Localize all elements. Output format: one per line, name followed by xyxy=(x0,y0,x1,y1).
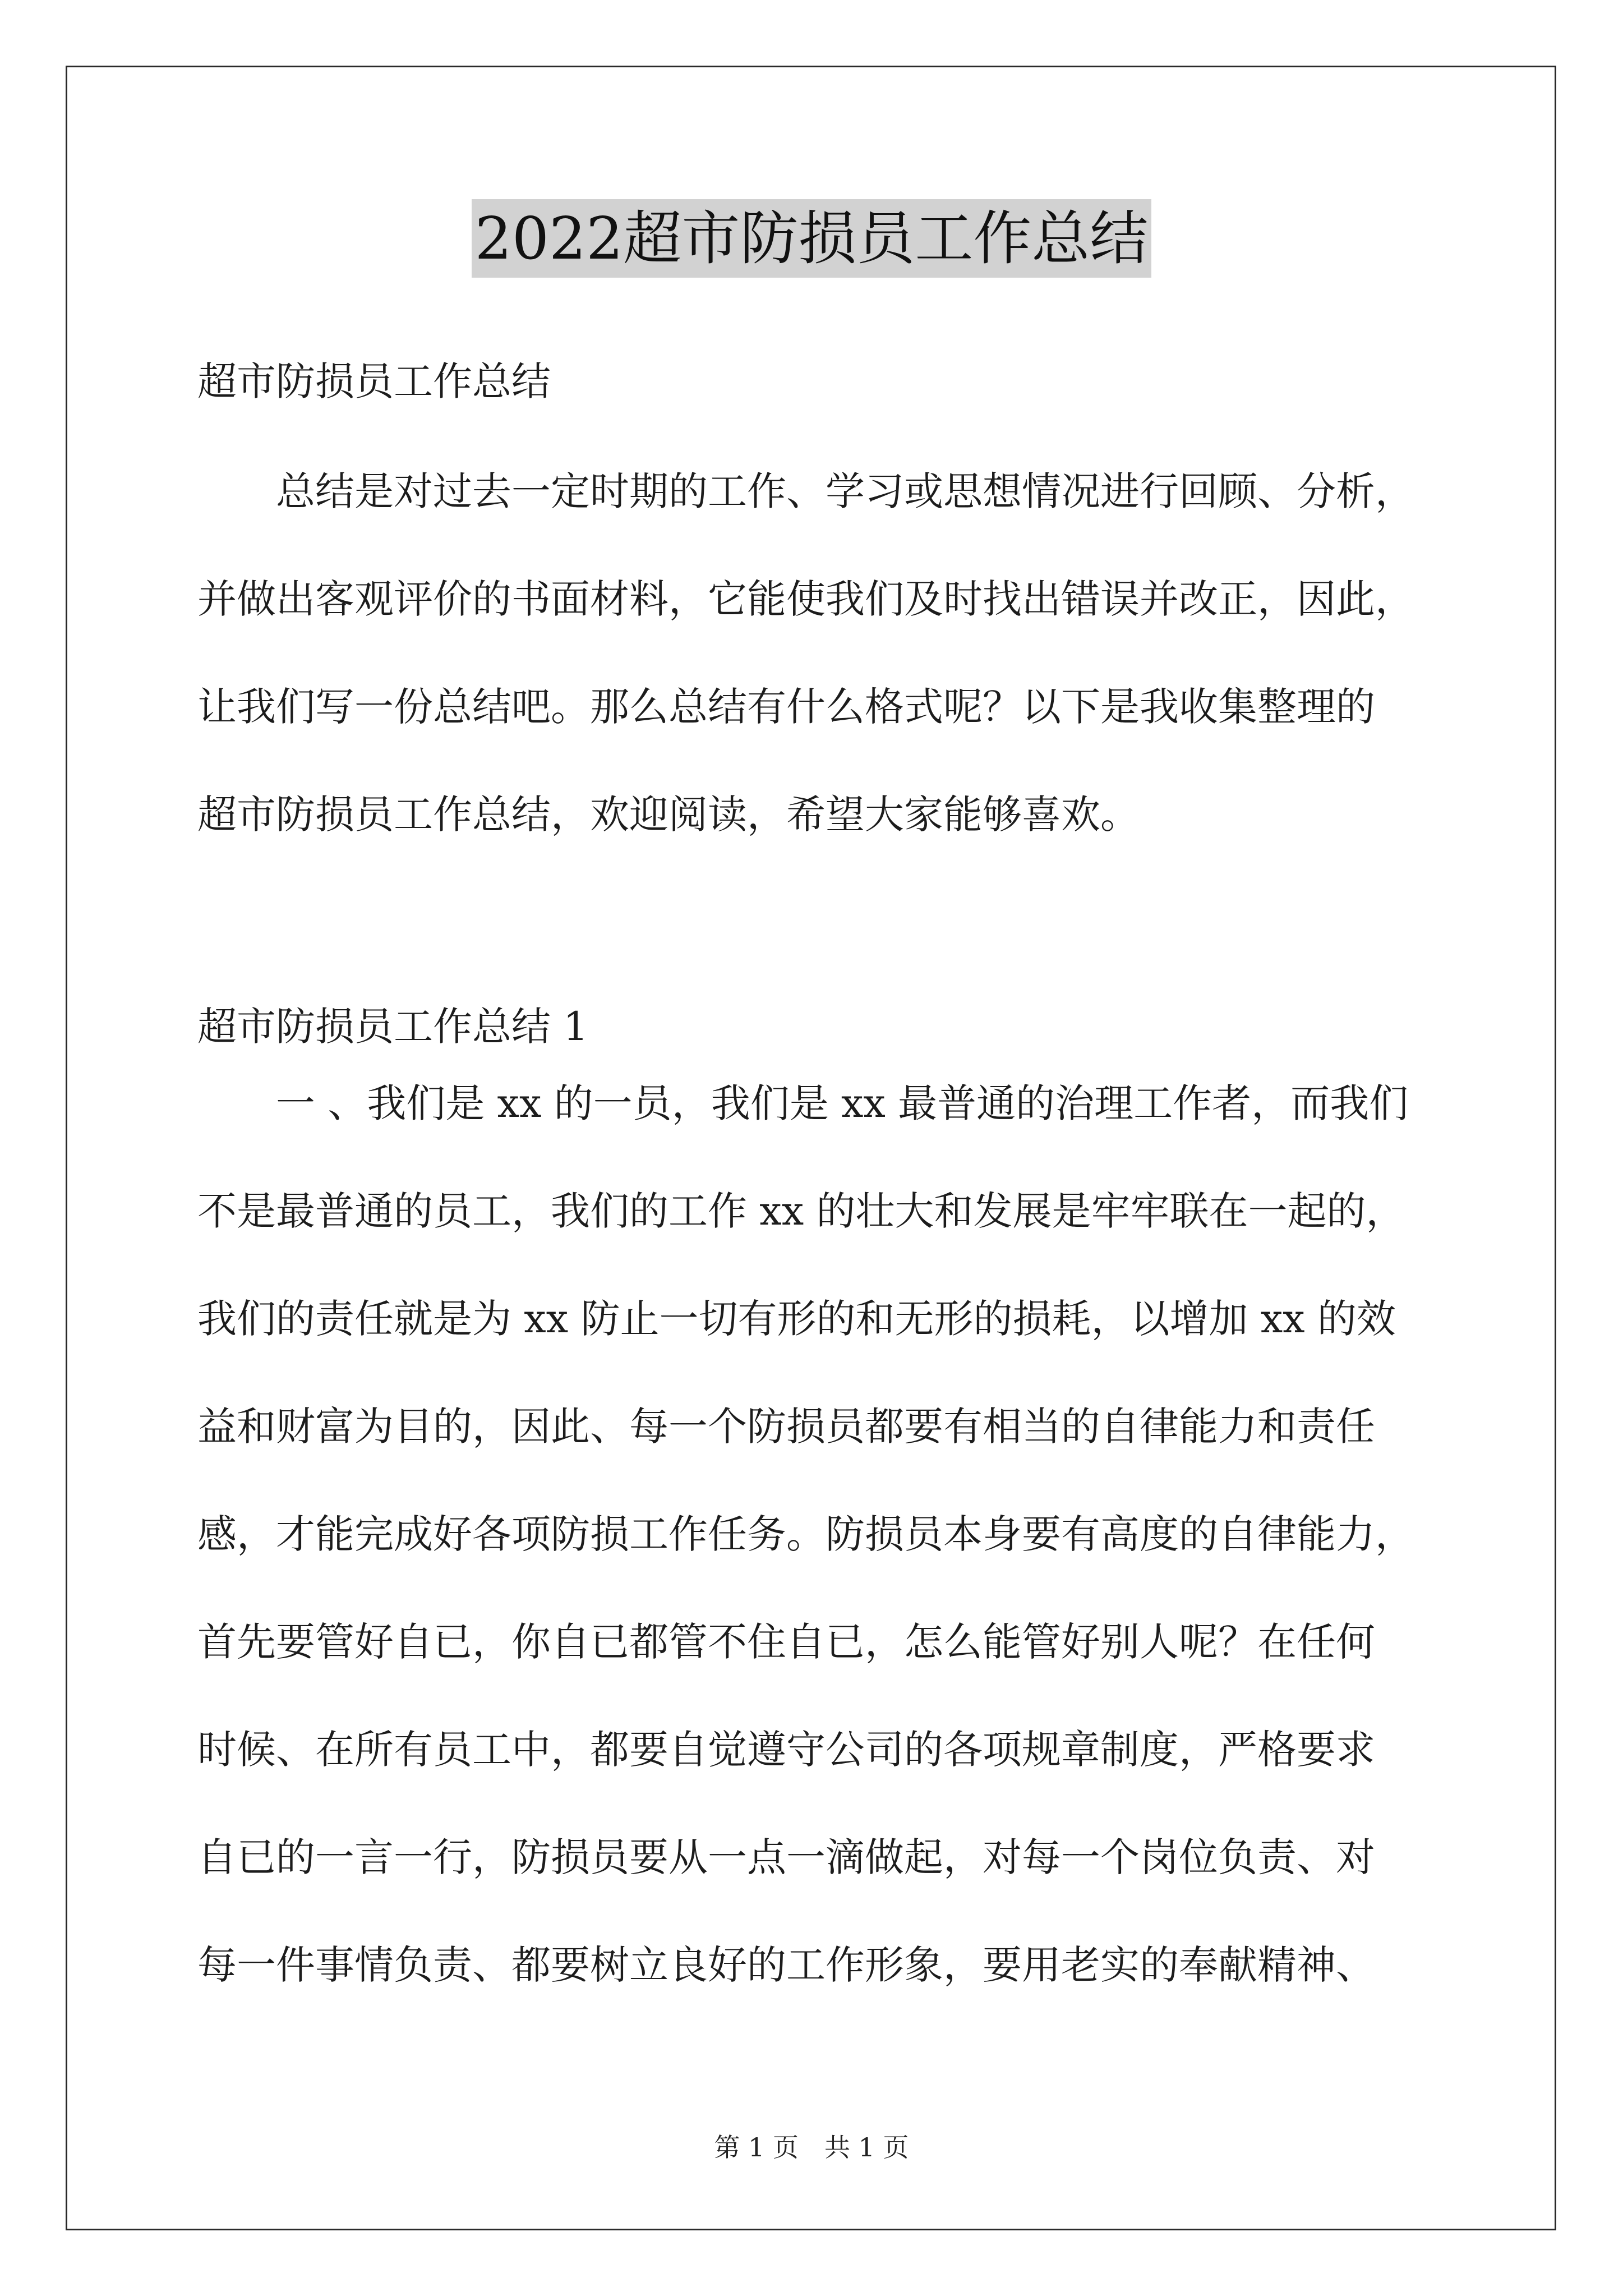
page-footer: 第 1 页 共 1 页 xyxy=(714,2132,909,2162)
document-subtitle: 超市防损员工作总结 xyxy=(197,358,551,404)
paragraph-line: 时候、在所有员工中，都要自觉遵守公司的各项规章制度，严格要求 xyxy=(197,1727,1375,1773)
paragraph-line: 益和财富为目的，因此、每一个防损员都要有相当的自律能力和责任 xyxy=(197,1404,1375,1450)
paragraph-line: 感，才能完成好各项防损工作任务。防损员本身要有高度的自律能力， xyxy=(197,1511,1414,1557)
paragraph-line: 每一件事情负责、都要树立良好的工作形象，要用老实的奉献精神、 xyxy=(197,1942,1375,1988)
paragraph-line: 不是最普通的员工，我们的工作 xx 的壮大和发展是牢牢联在一起的， xyxy=(197,1188,1405,1234)
paragraph-line: 并做出客观评价的书面材料，它能使我们及时找出错误并改正，因此， xyxy=(197,576,1414,622)
paragraph-line: 自已的一言一行，防损员要从一点一滴做起，对每一个岗位负责、对 xyxy=(197,1834,1375,1880)
paragraph-line: 一 、我们是 xx 的一员，我们是 xx 最普通的治理工作者，而我们 xyxy=(276,1080,1409,1126)
paragraph-line: 总结是对过去一定时期的工作、学习或思想情况进行回顾、分析， xyxy=(276,468,1414,514)
paragraph-line: 我们的责任就是为 xx 防止一切有形的和无形的损耗，以增加 xx 的效 xyxy=(197,1296,1396,1342)
section-paragraph xyxy=(197,1050,1431,2019)
title-container xyxy=(0,199,1623,278)
paragraph-line: 让我们写一份总结吧。那么总结有什么格式呢？以下是我收集整理的 xyxy=(197,684,1375,730)
intro-paragraph xyxy=(197,438,1431,868)
paragraph-line: 超市防损员工作总结，欢迎阅读，希望大家能够喜欢。 xyxy=(197,792,1140,838)
section-heading: 超市防损员工作总结 1 xyxy=(197,1004,588,1050)
document-title: 2022超市防损员工作总结 xyxy=(472,199,1152,278)
paragraph-line: 首先要管好自已，你自已都管不住自已，怎么能管好别人呢？在任何 xyxy=(197,1619,1375,1665)
